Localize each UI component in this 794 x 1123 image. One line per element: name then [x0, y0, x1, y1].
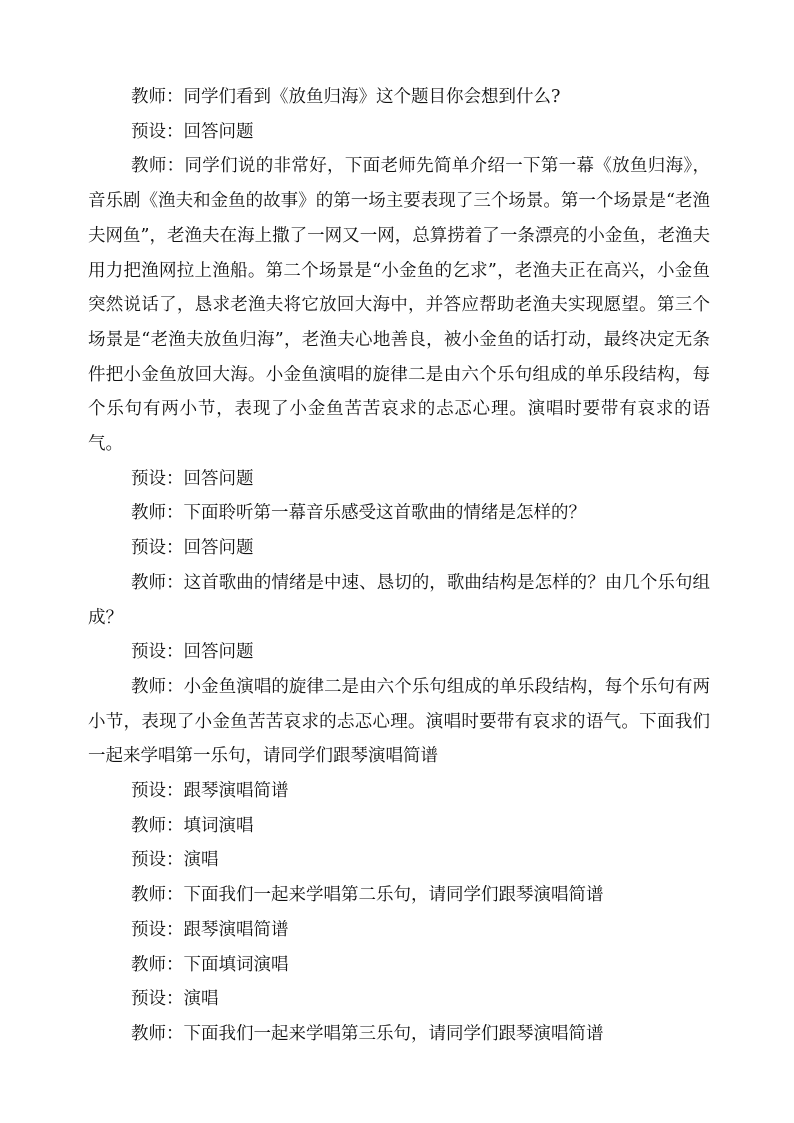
paragraph-teacher-third-phrase: 教师：下面我们一起来学唱第三乐句，请同学们跟琴演唱简谱	[131, 1023, 604, 1044]
paragraph-preset-answer: 预设：回答问题	[131, 468, 254, 489]
paragraph-preset-sing: 预设：演唱	[131, 989, 219, 1010]
paragraph-preset-answer: 预设：回答问题	[131, 642, 254, 663]
paragraph-teacher-mood: 教师：这首歌曲的情绪是中速、恳切的，歌曲结构是怎样的？由几个乐句组成？	[88, 572, 710, 628]
paragraph-preset-sing-notation: 预设：跟琴演唱简谱	[131, 781, 289, 802]
paragraph-teacher-question-title: 教师：同学们看到《放鱼归海》这个题目你会想到什么?	[131, 87, 561, 107]
document-page	[88, 80, 710, 1052]
paragraph-teacher-listen: 教师：下面聆听第一幕音乐感受这首歌曲的情绪是怎样的？	[131, 503, 586, 524]
paragraph-teacher-second-phrase: 教师：下面我们一起来学唱第二乐句，请同学们跟琴演唱简谱	[131, 885, 604, 906]
paragraph-teacher-introduction: 教师：同学们说的非常好，下面老师先简单介绍一下第一幕《放鱼归海》，音乐剧《渔夫和金鱼的故事》的第一场主要表现了三个场景。第一个场景是“老渔夫网鱼”，老渔夫在海上撒了一网又一网，总算捞着了一条漂亮的小金鱼，老渔夫用力把渔网拉上渔船。第二个场景是“小金鱼的乞求”，老渔夫正在高兴，小金鱼突然说话了，恳求老渔夫将它放回大海中，并答应帮助老渔夫实现愿望。第三个场景是“老渔夫放鱼归海”，老渔夫心地善良，被小金鱼的话打动，最终决定无条件把小金鱼放回大海。小金鱼演唱的旋律二是由六个乐句组成的单乐段结构，每个乐句有两小节，表现了小金鱼苦苦哀求的忐忑心理。演唱时要带有哀求的语气。	[88, 156, 710, 455]
paragraph-preset-answer: 预设：回答问题	[131, 538, 254, 559]
paragraph-teacher-melody: 教师：小金鱼演唱的旋律二是由六个乐句组成的单乐段结构，每个乐句有两小节，表现了小金鱼苦苦哀求的忐忑心理。演唱时要带有哀求的语气。下面我们一起来学唱第一乐句，请同学们跟琴演唱简谱	[88, 676, 710, 767]
paragraph-preset-sing: 预设：演唱	[131, 850, 219, 871]
paragraph-preset-sing-notation: 预设：跟琴演唱简谱	[131, 919, 289, 940]
paragraph-teacher-lyrics: 教师：下面填词演唱	[131, 954, 289, 975]
paragraph-preset-answer: 预设：回答问题	[131, 121, 254, 142]
paragraph-teacher-lyrics: 教师：填词演唱	[131, 815, 254, 836]
